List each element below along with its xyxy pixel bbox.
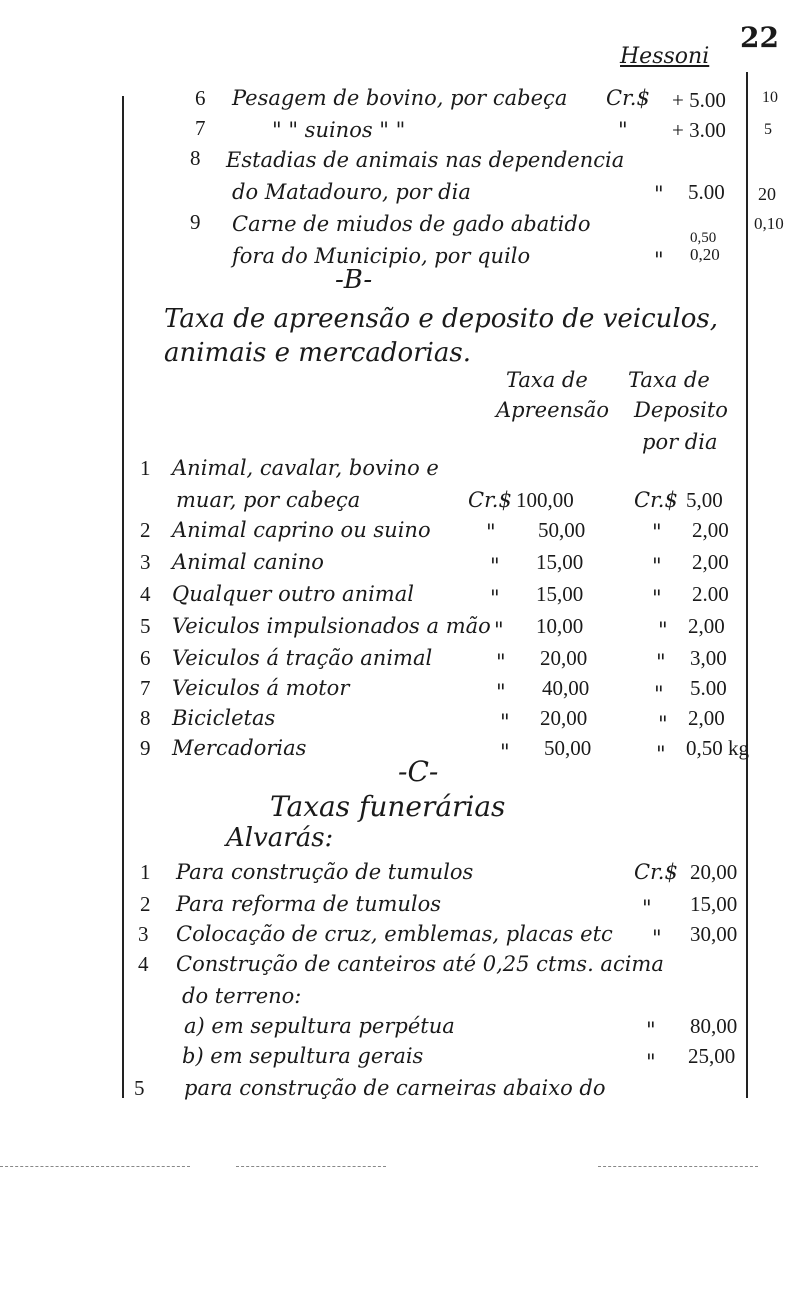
margin-note: 0,10 — [754, 214, 784, 233]
section-title: Taxa de apreensão e deposito de veiculos, — [164, 304, 718, 334]
item-value: 80,00 — [690, 1014, 738, 1038]
item-number: 8 — [190, 146, 201, 170]
item-value: 0,20 — [690, 245, 720, 264]
apprehension-value: 40,00 — [542, 676, 590, 700]
left-margin-line — [122, 96, 124, 1098]
item-description: do terreno: — [182, 984, 302, 1008]
item-description: fora do Municipio, por quilo — [232, 244, 531, 268]
section-title: Taxas funerárias — [270, 790, 506, 823]
item-description: Veiculos á tração animal — [172, 646, 433, 670]
item-number: 4 — [138, 952, 149, 976]
item-description: Qualquer outro animal — [172, 582, 414, 606]
item-description: do Matadouro, por dia — [232, 180, 471, 204]
item-description: Veiculos impulsionados a mão — [172, 614, 491, 638]
item-description: Estadias de animais nas dependencia — [226, 148, 625, 172]
currency: Cr.$ — [468, 488, 512, 512]
item-number: 5 — [140, 614, 151, 638]
ditto-mark: " — [496, 680, 506, 704]
item-value: 25,00 — [688, 1044, 736, 1068]
deposit-value: 2.00 — [692, 582, 729, 606]
margin-note: 10 — [762, 89, 778, 106]
apprehension-value: 10,00 — [536, 614, 584, 638]
ditto-mark: " — [652, 586, 662, 610]
item-number: 6 — [195, 86, 206, 110]
item-description: Animal, cavalar, bovino e — [172, 456, 439, 480]
ditto-mark: " — [654, 682, 664, 706]
item-description: Pesagem de bovino, por cabeça — [232, 86, 568, 110]
item-number: 2 — [140, 518, 151, 542]
scan-artifact-line — [236, 1166, 386, 1167]
deposit-value: 0,50 kg — [686, 736, 749, 760]
item-number: 3 — [140, 550, 151, 574]
item-description: Carne de miudos de gado abatido — [232, 212, 591, 236]
ditto-mark: " — [658, 712, 668, 736]
item-number: 8 — [140, 706, 151, 730]
ditto-mark: " — [500, 710, 510, 734]
currency: " — [618, 118, 628, 142]
item-description: muar, por cabeça — [176, 488, 361, 512]
item-number: 9 — [190, 210, 201, 234]
item-description: a) em sepultura perpétua — [184, 1014, 455, 1038]
ditto-mark: " — [652, 520, 662, 544]
column-header: por dia — [642, 430, 718, 454]
item-value: 15,00 — [690, 892, 738, 916]
ditto-mark: " — [658, 618, 668, 642]
item-number: 1 — [140, 860, 151, 884]
ditto-mark: " — [642, 896, 652, 920]
item-description: Animal canino — [172, 550, 324, 574]
item-value-correction: 0,50 — [690, 230, 717, 246]
item-number: 5 — [134, 1076, 145, 1100]
deposit-value: 3,00 — [690, 646, 727, 670]
item-value: + 5.00 — [672, 88, 726, 112]
item-number: 9 — [140, 736, 151, 760]
item-description: Para reforma de tumulos — [176, 892, 442, 916]
apprehension-value: 100,00 — [516, 488, 574, 512]
apprehension-value: 15,00 — [536, 550, 584, 574]
item-description: Animal caprino ou suino — [172, 518, 431, 542]
margin-note: 20 — [758, 184, 776, 204]
column-header: Deposito — [634, 398, 728, 422]
item-number: 7 — [140, 676, 151, 700]
ditto-mark: " — [494, 618, 504, 642]
section-letter: -C- — [398, 755, 439, 788]
section-letter: -B- — [335, 265, 373, 295]
deposit-value: 5,00 — [686, 488, 723, 512]
currency: Cr.$ — [606, 86, 650, 110]
item-description: Para construção de tumulos — [176, 860, 474, 884]
ditto-mark: " — [490, 586, 500, 610]
ditto-mark: " — [490, 554, 500, 578]
column-header: Taxa de — [506, 368, 588, 392]
ditto-mark: " — [652, 554, 662, 578]
ditto-mark: " — [500, 740, 510, 764]
item-description: b) em sepultura gerais — [182, 1044, 424, 1068]
currency: " — [654, 182, 664, 206]
scan-artifact-line — [0, 1166, 190, 1167]
item-number: 7 — [195, 116, 206, 140]
deposit-value: 2,00 — [688, 706, 725, 730]
apprehension-value: 50,00 — [538, 518, 586, 542]
ditto-mark: " — [496, 650, 506, 674]
apprehension-value: 15,00 — [536, 582, 584, 606]
currency: Cr.$ — [634, 860, 678, 884]
item-number: 3 — [138, 922, 149, 946]
apprehension-value: 20,00 — [540, 646, 588, 670]
ditto-mark: " — [652, 926, 662, 950]
currency: " — [654, 248, 664, 272]
right-margin-line — [746, 72, 748, 1098]
deposit-value: 2,00 — [692, 550, 729, 574]
item-description: para construção de carneiras abaixo do — [184, 1076, 606, 1100]
item-value: 5.00 — [688, 180, 725, 204]
currency: Cr.$ — [634, 488, 678, 512]
ditto-mark: " — [486, 520, 496, 544]
item-number: 4 — [140, 582, 151, 606]
item-description: Mercadorias — [172, 736, 307, 760]
column-header: Taxa de — [628, 368, 710, 392]
item-value: + 3.00 — [672, 118, 726, 142]
deposit-value: 2,00 — [692, 518, 729, 542]
margin-note: 5 — [764, 121, 772, 138]
section-subtitle: Alvarás: — [226, 823, 334, 853]
apprehension-value: 20,00 — [540, 706, 588, 730]
ditto-mark: " — [656, 650, 666, 674]
apprehension-value: 50,00 — [544, 736, 592, 760]
item-description: Construção de canteiros até 0,25 ctms. acima — [176, 952, 664, 976]
page-number: 22 — [740, 21, 779, 54]
item-description: " " suinos " " — [272, 118, 406, 142]
ditto-mark: " — [646, 1050, 656, 1074]
ditto-mark: " — [646, 1018, 656, 1042]
deposit-value: 2,00 — [688, 614, 725, 638]
item-number: 6 — [140, 646, 151, 670]
item-value: 30,00 — [690, 922, 738, 946]
item-description: Bicicletas — [172, 706, 276, 730]
deposit-value: 5.00 — [690, 676, 727, 700]
item-number: 2 — [140, 892, 151, 916]
column-header: Apreensão — [496, 398, 609, 422]
ditto-mark: " — [656, 742, 666, 766]
signature: Hessoni — [620, 44, 710, 69]
section-title: animais e mercadorias. — [164, 338, 471, 368]
item-number: 1 — [140, 456, 151, 480]
item-value: 20,00 — [690, 860, 738, 884]
item-description: Colocação de cruz, emblemas, placas etc — [176, 922, 613, 946]
item-description: Veiculos á motor — [172, 676, 350, 700]
scan-artifact-line — [598, 1166, 758, 1167]
